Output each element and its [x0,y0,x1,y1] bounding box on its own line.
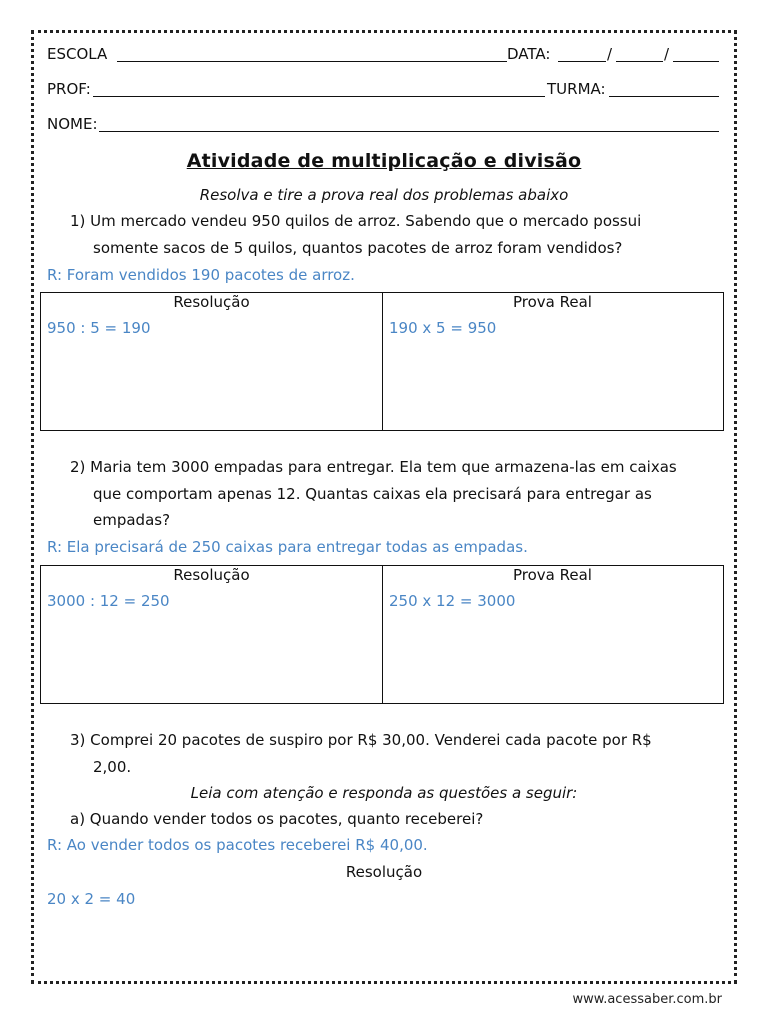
data-day-line [558,61,606,62]
escola-line [117,61,507,62]
q1-text-line1: 1) Um mercado vendeu 950 quilos de arroz. Sabendo que o mercado possui [70,212,642,230]
prof-label: PROF: [47,80,91,98]
q3-instruction: Leia com atenção e responda as questões a seguir: [190,784,578,802]
q2-resolucao-header: Resolução [173,566,250,584]
q3-resolucao-header: Resolução [345,863,423,881]
q3-text-line2: 2,00. [93,758,132,776]
q2-prova-header: Prova Real [513,566,592,584]
q3-resolucao-value: 20 x 2 = 40 [47,890,136,908]
data-month-line [616,61,663,62]
nome-line [99,131,719,132]
q1-work-table [40,292,724,431]
q3a-answer: R: Ao vender todos os pacotes receberei R$ 40,00. [47,836,428,854]
data-sep1: / [607,45,613,63]
q3a-question: a) Quando vender todos os pacotes, quanto receberei? [70,810,484,828]
q1-text-line2: somente sacos de 5 quilos, quantos pacotes de arroz foram vendidos? [93,239,623,257]
q2-text-line2: que comportam apenas 12. Quantas caixas ela precisará para entregar as [93,485,652,503]
data-year-line [673,61,719,62]
turma-line [609,96,719,97]
q1-prova-header: Prova Real [513,293,592,311]
q2-text-line3: empadas? [93,511,171,529]
q2-table-divider [382,566,383,703]
q2-answer: R: Ela precisará de 250 caixas para entregar todas as empadas. [47,538,528,556]
page-subtitle: Resolva e tire a prova real dos problemas abaixo [199,186,569,204]
q2-work-table [40,565,724,704]
data-sep2: / [664,45,670,63]
data-label: DATA: [507,45,551,63]
q1-resolucao-header: Resolução [173,293,250,311]
turma-label: TURMA: [547,80,606,98]
q1-table-divider [382,293,383,430]
q2-prova-value: 250 x 12 = 3000 [389,592,516,610]
escola-label: ESCOLA [47,45,108,63]
page-title: Atividade de multiplicação e divisão [186,150,582,172]
nome-label: NOME: [47,115,98,133]
prof-line [93,96,545,97]
q3-text-line1: 3) Comprei 20 pacotes de suspiro por R$ 30,00. Venderei cada pacote por R$ [70,731,652,749]
q1-resolucao-value: 950 : 5 = 190 [47,319,151,337]
q2-resolucao-value: 3000 : 12 = 250 [47,592,170,610]
q1-prova-value: 190 x 5 = 950 [389,319,497,337]
q1-answer: R: Foram vendidos 190 pacotes de arroz. [47,266,355,284]
q2-text-line1: 2) Maria tem 3000 empadas para entregar. Ela tem que armazena-las em caixas [70,458,677,476]
footer-url[interactable]: www.acessaber.com.br [572,992,722,1007]
